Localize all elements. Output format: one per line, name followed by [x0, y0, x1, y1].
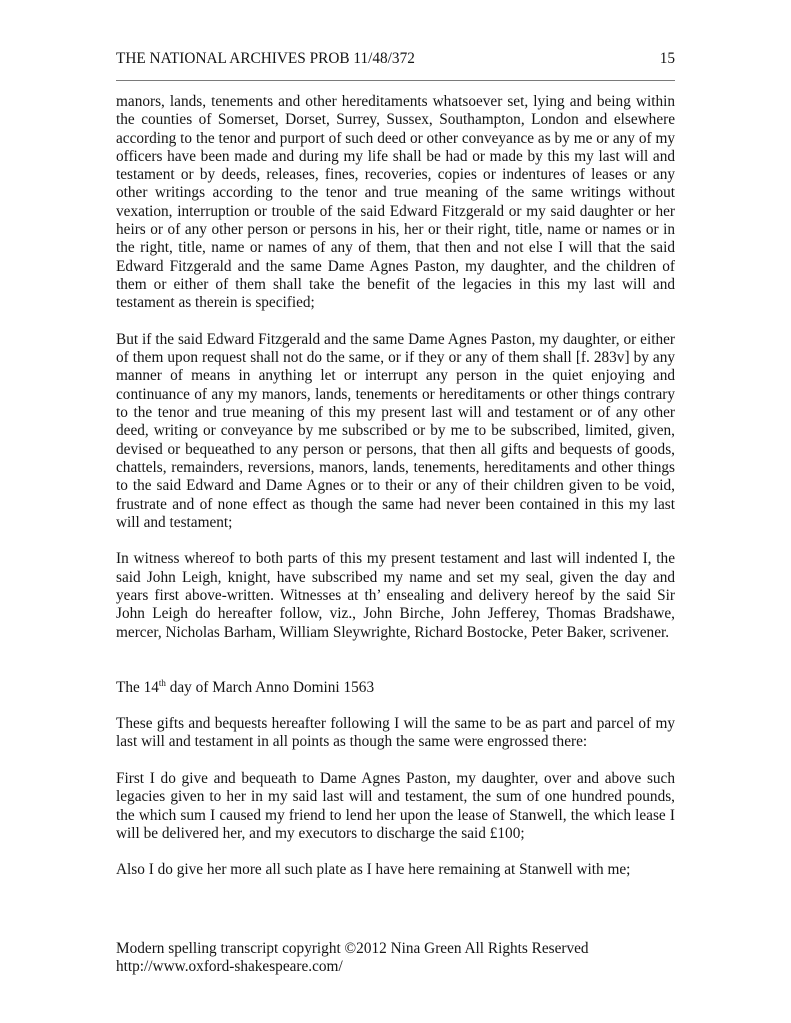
paragraph-manors: manors, lands, tenements and other hereditaments whatsoever set, lying and being within the counties of Somerset, Dorset, Surrey, Sussex, Southampton, London and elsewhere according to the tenor and purport of such deed or other conveyance as by me or any of my officers have been made and during my life shall be had or made by this my last will and testament or by deeds, releases, fines, recoveries, copies or indentures of leases or any other writings according to the tenor and true meaning of the same writings without vexation, interruption or trouble of the said Edward Fitzgerald or my said daughter or her heirs or of any other person or persons in his, her or their right, title, name or names or in the right, title, name or names of any of them, that then and not else I will that the said Edward Fitzgerald and the same Dame Agnes Paston, my daughter, and the children of them or either of them shall take the benefit of the legacies in this my last will and testament as therein is specified; [116, 93, 675, 312]
date-ordinal-suffix: th [158, 677, 166, 688]
date-suffix: day of March Anno Domini 1563 [165, 678, 375, 696]
paragraph-witness: In witness whereof to both parts of this my present testament and last will indented I, the said John Leigh, knight, have subscribed my name and set my seal, given the day and years first above-written. Witnesses at th’ ensealing and delivery hereof by the said Sir John Leigh do hereafter follow, viz., John Birche, John Jefferey, Thomas Bradshawe, mercer, Nicholas Barham, William Sleywrighte, Richard Bostocke, Peter Baker, scrivener. [116, 550, 675, 641]
date-prefix: The 14 [116, 678, 159, 696]
paragraph-bequest-agnes: First I do give and bequeath to Dame Agnes Paston, my daughter, over and above such legacies given to her in my said last will and testament, the sum of one hundred pounds, the which sum I caused my friend to lend her upon the lease of Stanwell, the which lease I will be delivered her, and my executors to discharge the said £100; [116, 769, 675, 842]
header-divider [116, 80, 675, 81]
paragraph-bequest-plate: Also I do give her more all such plate as I have here remaining at Stanwell with me; [116, 861, 631, 879]
paragraph-conditions: But if the said Edward Fitzgerald and the same Dame Agnes Paston, my daughter, or either of them upon request shall not do the same, or if they or any of them shall [f. 283v] by any manner of means in anything let or interrupt any person in the quiet enjoying and continuance of any my manors, lands, tenements or hereditaments or other things contrary to the tenor and true meaning of this my present last will and testament or of any other deed, writing or conveyance by me subscribed or by me to be subscribed, limited, given, devised or bequeathed to any person or persons, that then all gifts and bequests of goods, chattels, remainders, reversions, manors, lands, tenements, hereditaments and other things to the said Edward and Dame Agnes or to their or any of their children given to be void, frustrate and of none effect as though the same had never been contained in this my last will and testament; [116, 330, 675, 531]
paragraph-codicil-intro: These gifts and bequests hereafter following I will the same to be as part and parcel of my last will and testament in all points as though the same were engrossed there: [116, 715, 675, 751]
header-title: THE NATIONAL ARCHIVES PROB 11/48/372 [116, 50, 415, 67]
document-body [116, 93, 675, 898]
website-url: http://www.oxford-shakespeare.com/ [116, 958, 343, 976]
page-footer [116, 940, 675, 977]
date-line [116, 679, 675, 697]
running-header [116, 50, 675, 68]
copyright-notice: Modern spelling transcript copyright ©2012 Nina Green All Rights Reserved [116, 940, 589, 957]
page-number: 15 [659, 50, 675, 67]
